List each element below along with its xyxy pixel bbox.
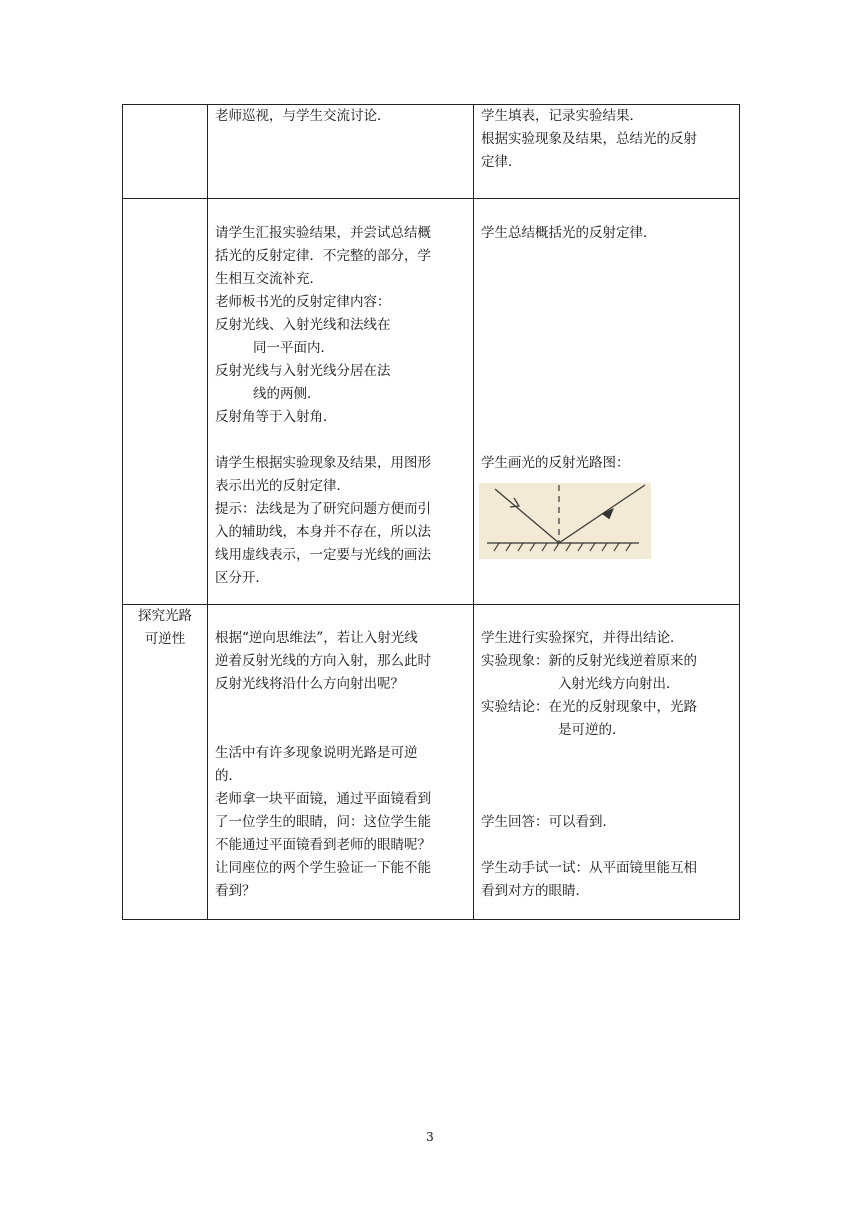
text-line: 反射光线将沿什么方向射出呢？ xyxy=(215,676,404,692)
text-line: 老师板书光的反射定律内容： xyxy=(215,294,391,310)
student-activity-cell xyxy=(474,605,740,920)
text-line: 学生进行实验探究，并得出结论． xyxy=(481,630,684,646)
lesson-table xyxy=(122,104,740,920)
text-line: 实验现象：新的反射光线逆着原来的 xyxy=(481,653,697,669)
teacher-activity-cell xyxy=(208,105,474,199)
text-line: 请学生根据实验现象及结果，用图形 xyxy=(215,455,431,471)
text-line: 老师巡视，与学生交流讨论． xyxy=(215,108,391,124)
text-line: 了一位学生的眼睛，问：这位学生能 xyxy=(215,814,431,830)
text-line: 是可逆的． xyxy=(558,722,626,738)
text-line: 让同座位的两个学生验证一下能不能 xyxy=(215,860,431,876)
table-row xyxy=(123,199,740,605)
text-line: 逆着反射光线的方向入射，那么此时 xyxy=(215,653,431,669)
text-line: 线用虚线表示，一定要与光线的画法 xyxy=(215,547,431,563)
stage-label: 探究光路 xyxy=(138,608,192,624)
text-line: 定律． xyxy=(481,154,522,170)
text-line: 学生画光的反射光路图： xyxy=(481,455,630,471)
stage-label: 可逆性 xyxy=(144,631,186,647)
text-line: 学生回答：可以看到． xyxy=(481,814,616,830)
text-line: 区分开． xyxy=(215,570,269,586)
stage-cell xyxy=(123,199,208,605)
text-line: 根据“逆向思维法”，若让入射光线 xyxy=(215,630,418,646)
student-activity-cell xyxy=(474,105,740,199)
text-line: 实验结论：在光的反射现象中，光路 xyxy=(481,699,697,715)
text-line: 生相互交流补充． xyxy=(215,271,323,287)
table-row xyxy=(123,105,740,199)
text-line: 老师拿一块平面镜，通过平面镜看到 xyxy=(215,791,431,807)
text-line: 入的辅助线，本身并不存在，所以法 xyxy=(215,524,431,540)
text-line: 入射光线方向射出． xyxy=(558,676,680,692)
teacher-activity-cell xyxy=(208,605,474,920)
student-activity-cell xyxy=(474,199,740,605)
stage-cell xyxy=(123,605,208,920)
reflection-diagram xyxy=(479,483,651,559)
text-line: 的． xyxy=(215,768,242,784)
text-line: 看到对方的眼睛． xyxy=(481,883,589,899)
law-line: 反射角等于入射角． xyxy=(215,409,337,425)
text-line: 学生总结概括光的反射定律． xyxy=(481,225,657,241)
text-line: 学生填表，记录实验结果． xyxy=(481,108,643,124)
text-line: 请学生汇报实验结果，并尝试总结概 xyxy=(215,225,431,241)
law-line: 反射光线与入射光线分居在法 xyxy=(215,363,391,379)
page-number: 3 xyxy=(426,1130,434,1144)
table-row xyxy=(123,605,740,920)
text-line: 学生动手试一试：从平面镜里能互相 xyxy=(481,860,697,876)
text-line: 提示：法线是为了研究问题方便而引 xyxy=(215,501,431,517)
text-line: 根据实验现象及结果，总结光的反射 xyxy=(481,131,697,147)
law-line: 反射光线、入射光线和法线在 xyxy=(215,317,391,333)
law-line: 同一平面内． xyxy=(253,340,334,356)
stage-cell xyxy=(123,105,208,199)
law-line: 线的两侧． xyxy=(253,386,321,402)
teacher-activity-cell xyxy=(208,199,474,605)
text-line: 括光的反射定律．不完整的部分，学 xyxy=(215,248,431,264)
text-line: 表示出光的反射定律． xyxy=(215,478,350,494)
text-line: 生活中有许多现象说明光路是可逆 xyxy=(215,745,418,761)
text-line: 看到？ xyxy=(215,883,256,899)
text-line: 不能通过平面镜看到老师的眼睛呢？ xyxy=(215,837,431,853)
